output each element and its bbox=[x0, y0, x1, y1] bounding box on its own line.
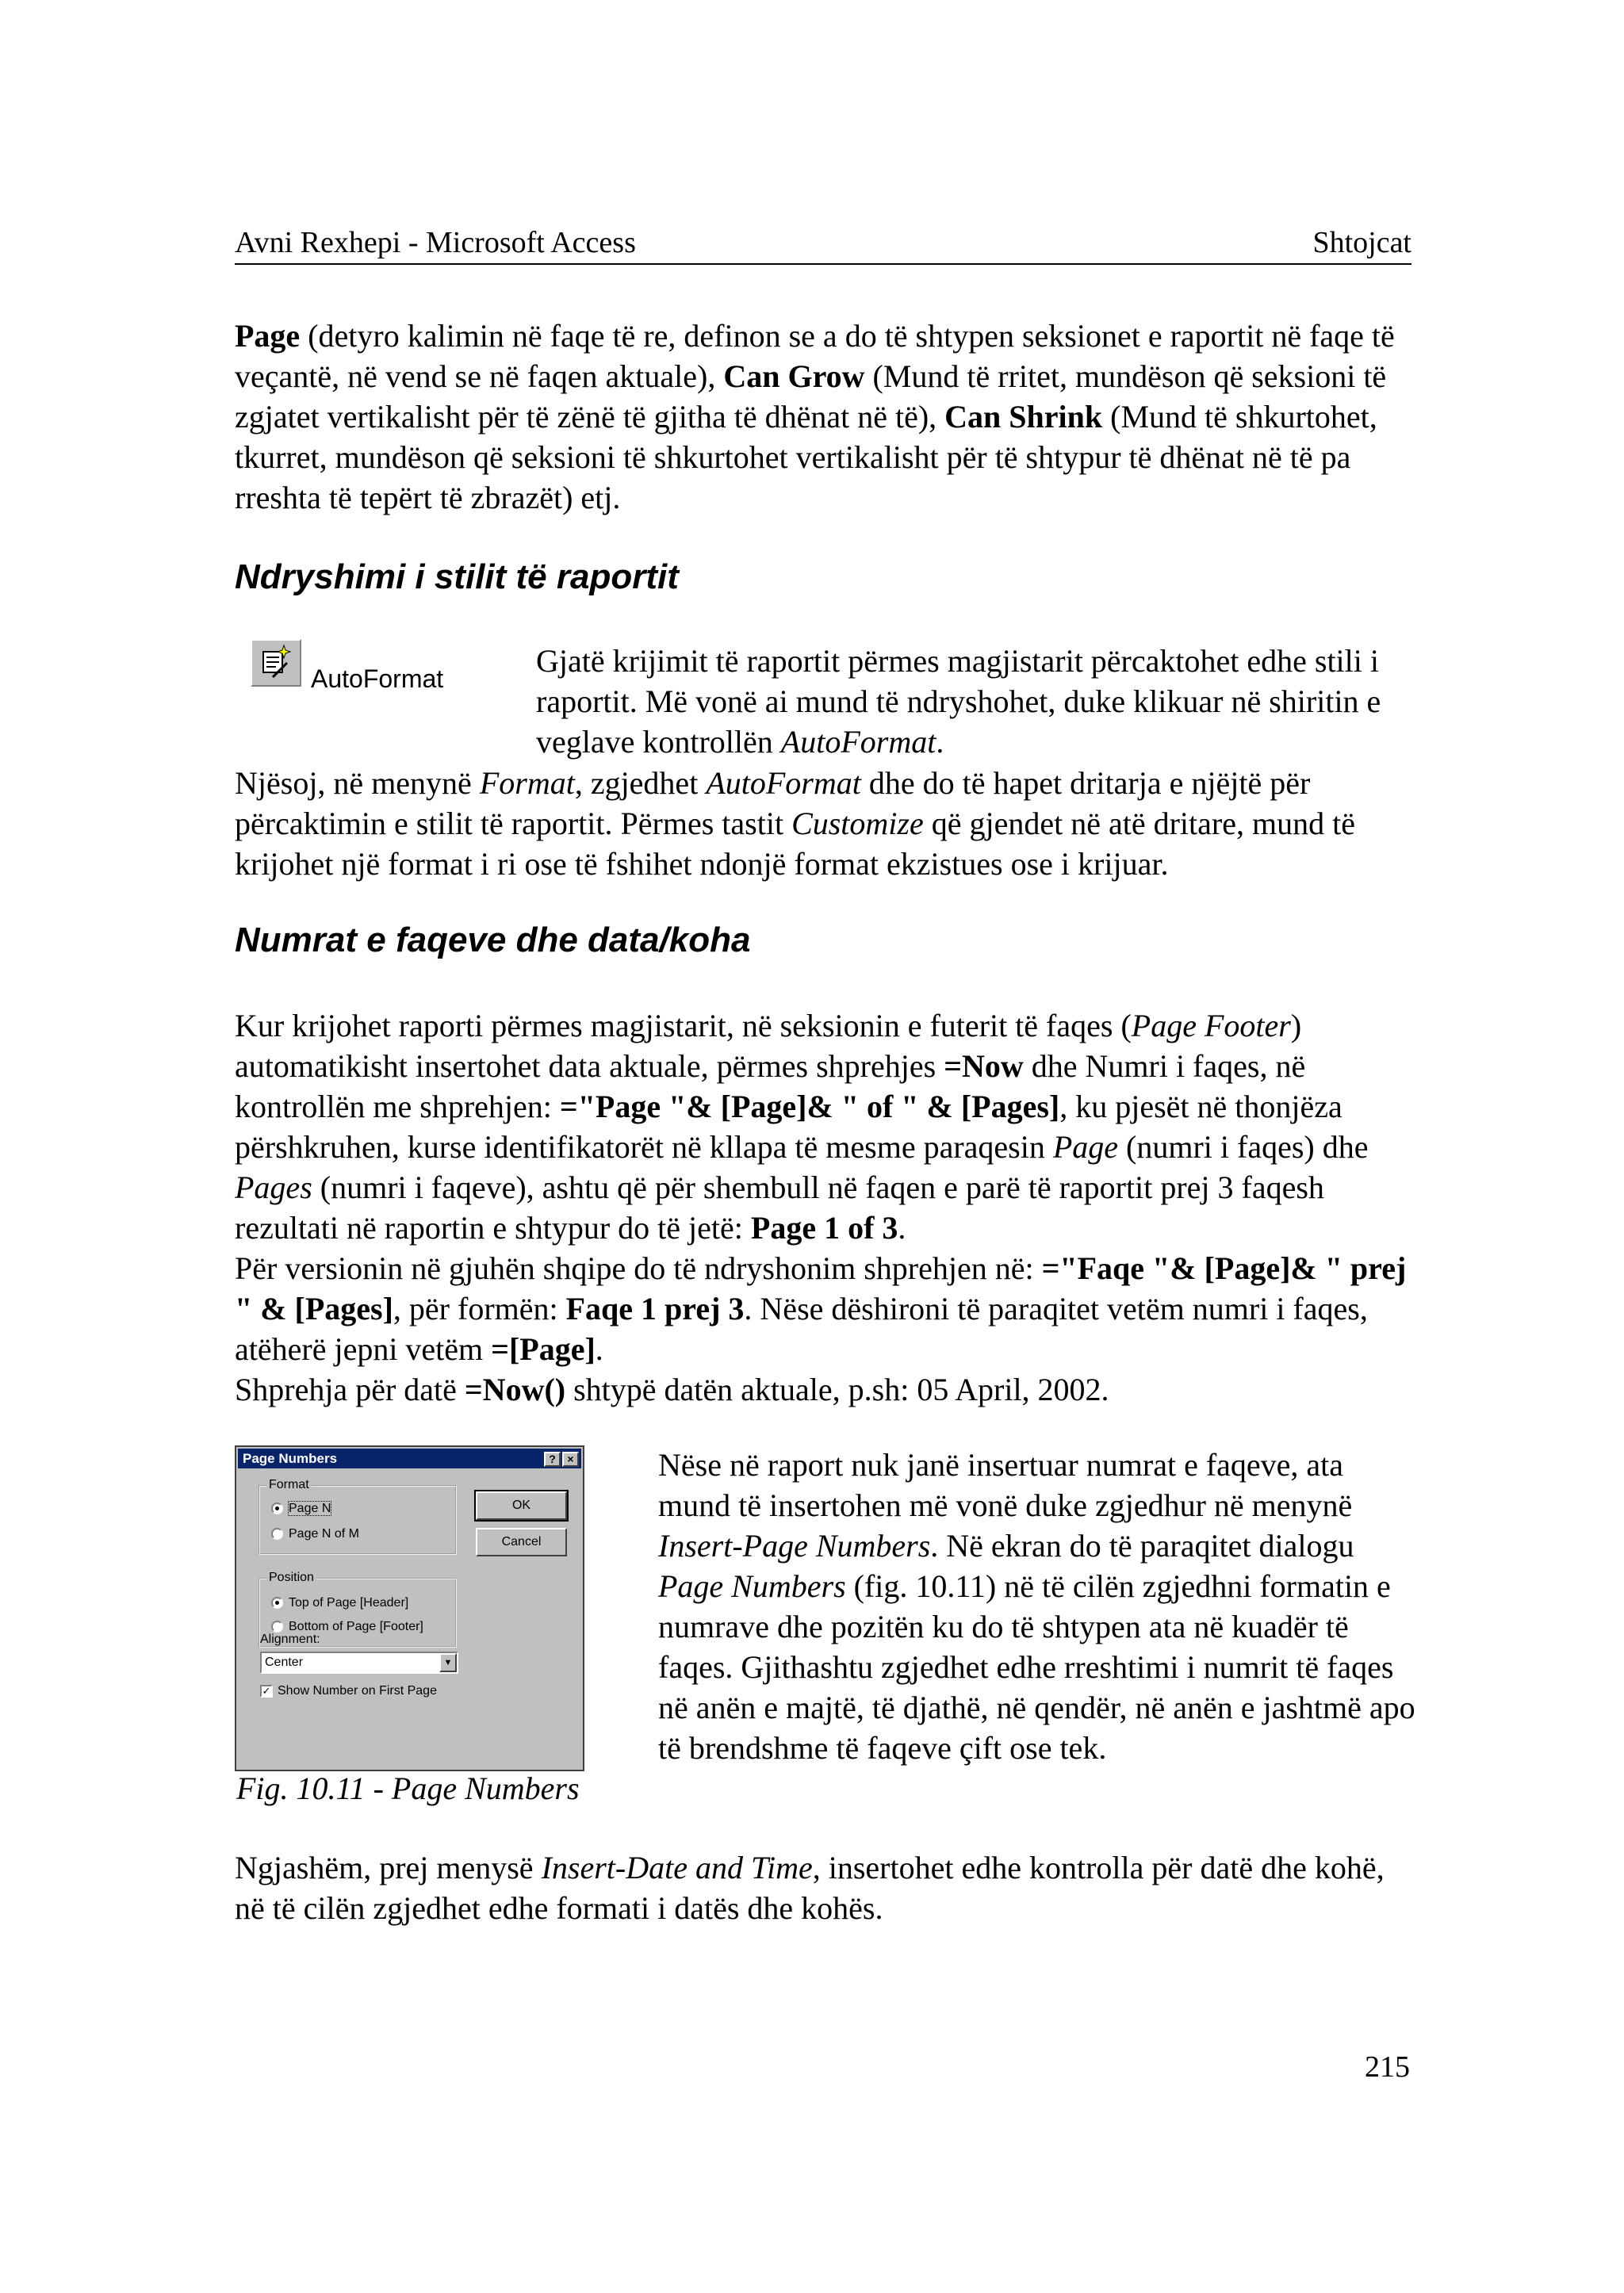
dropdown-arrow-icon[interactable]: ▼ bbox=[439, 1653, 457, 1672]
alignment-value: Center bbox=[265, 1656, 304, 1669]
figure-caption: Fig. 10.11 - Page Numbers bbox=[236, 1770, 580, 1806]
radio-selected-icon bbox=[271, 1597, 283, 1609]
autoformat-paragraph: Gjatë krijimit të raportit përmes magjistarit përcaktohet edhe stili i raportit. Më vonë ai mund të ndryshohet, duke klikuar në shiritin e veglave kontrollën AutoFormat. bbox=[536, 643, 1381, 760]
alignment-select[interactable] bbox=[260, 1652, 458, 1674]
radio-unselected-icon bbox=[271, 1621, 283, 1633]
autoformat-wand-icon bbox=[252, 641, 300, 685]
format-group bbox=[259, 1478, 457, 1555]
autoformat-icon bbox=[251, 639, 301, 687]
ok-button[interactable]: OK bbox=[476, 1491, 567, 1520]
format-group-label: Format bbox=[266, 1478, 312, 1492]
autoformat-label: AutoFormat bbox=[311, 664, 444, 693]
radio-unselected-icon bbox=[271, 1528, 283, 1540]
insert-page-numbers-paragraph: Nëse në raport nuk janë insertuar numrat e faqeve, ata mund të insertohen më vonë duke zgjedhur në menynë Insert-Page Numbers. Në ekran do të paraqitet dialogu Page Numbers (fig. 10.11) në të cilën zgjedhni formatin e numrave dhe pozitën ku do të shtypen ata në kuadër të faqes. Gjithashtu zgjedhet edhe rreshtimi i numrit të faqes në anën e majtë, të djathë, në qendër, në anën e jashtmë apo të brendshme të faqeve çift ose tek. bbox=[658, 1447, 1415, 1766]
page-numbers-paragraph: Kur krijohet raporti përmes magjistarit, në seksionin e futerit të faqes (Page Footer) automatikisht insertohet data aktuale, përmes shprehjes =Now dhe Numri i faqes, në kontrollën me shprehjen: ="Page "& [Page]& " of " & [Pages], ku pjesët në thonjëza përshkruhen, kurse identifikatorët në kllapa të mesme paraqesin Page (numri i faqes) dhe Pages (numri i faqeve), ashtu që për shembull në faqen e parë të raportit prej 3 faqesh rezultati në raportin e shtypur do të jetë: Page 1 of 3. Për versionin në gjuhën shqipe do të ndryshonim shprehjen në: ="Faqe "& [Page]& " prej " & [Pages], për formën: Faqe 1 prej 3. Nëse dëshironi të paraqitet vetëm numri i faqes, atëherë jepni vetëm =[Page]. Shprehja për datë =Now() shtypë datën aktuale, p.sh: 05 April, 2002. bbox=[235, 1008, 1407, 1407]
radio-page-n-of-m[interactable]: Page N of M bbox=[271, 1526, 359, 1542]
alignment-label: Alignment: bbox=[260, 1633, 320, 1646]
checkbox-checked-icon: ✓ bbox=[260, 1685, 273, 1698]
format-menu-paragraph: Njësoj, në menynë Format, zgjedhet AutoFormat dhe do të hapet dritarja e njëjtë për përcaktimin e stilit të raportit. Përmes tastit Customize që gjendet në atë dritare, mund të krijohet një format i ri ose të fshihet ndonjë format ekzistues ose i krijuar. bbox=[235, 765, 1355, 882]
show-number-first-page-checkbox[interactable]: ✓ Show Number on First Page bbox=[260, 1683, 437, 1699]
close-button[interactable]: × bbox=[562, 1452, 579, 1467]
page-number: 215 bbox=[1365, 2050, 1410, 2084]
header-section: Shtojcat bbox=[1312, 226, 1411, 259]
term-page: Page bbox=[235, 318, 301, 354]
date-time-paragraph: Ngjashëm, prej menysë Insert-Date and Time, insertohet edhe kontrolla për datë dhe kohë, në të cilën zgjedhet edhe formati i datës dhe kohës. bbox=[235, 1850, 1385, 1926]
radio-bottom-of-page[interactable]: Bottom of Page [Footer] bbox=[271, 1619, 423, 1635]
help-button[interactable]: ? bbox=[544, 1452, 561, 1467]
header-author-title: Avni Rexhepi - Microsoft Access bbox=[235, 226, 636, 259]
cancel-button[interactable]: Cancel bbox=[476, 1528, 567, 1556]
radio-top-of-page[interactable]: Top of Page [Header] bbox=[271, 1595, 408, 1611]
intro-paragraph: Page (detyro kalimin në faqe të re, definon se a do të shtypen seksionet e raportit në faqe të veçantë, në vend se në faqen aktuale), Can Grow (Mund të rritet, mundëson që seksioni të zgjatet vertikalisht për të zënë të gjitha të dhënat në të), Can Shrink (Mund të shkurtohet, tkurret, mundëson që seksioni të shkurtohet vertikalisht për të shtypur të dhënat në të pa rreshta të tepërt të zbrazët) etj. bbox=[235, 318, 1395, 515]
position-group-label: Position bbox=[266, 1571, 316, 1585]
page-numbers-dialog bbox=[235, 1445, 584, 1771]
radio-page-n[interactable]: Page N bbox=[271, 1501, 331, 1517]
section-heading-page-numbers: Numrat e faqeve dhe data/koha bbox=[235, 921, 751, 959]
running-header bbox=[235, 222, 1411, 265]
dialog-title: Page Numbers bbox=[243, 1451, 338, 1466]
term-can-shrink: Can Shrink bbox=[944, 399, 1103, 434]
dialog-title-bar bbox=[238, 1449, 581, 1468]
section-heading-report-style: Ndryshimi i stilit të raportit bbox=[235, 557, 679, 596]
radio-selected-icon bbox=[271, 1503, 283, 1514]
term-can-grow: Can Grow bbox=[723, 358, 865, 394]
